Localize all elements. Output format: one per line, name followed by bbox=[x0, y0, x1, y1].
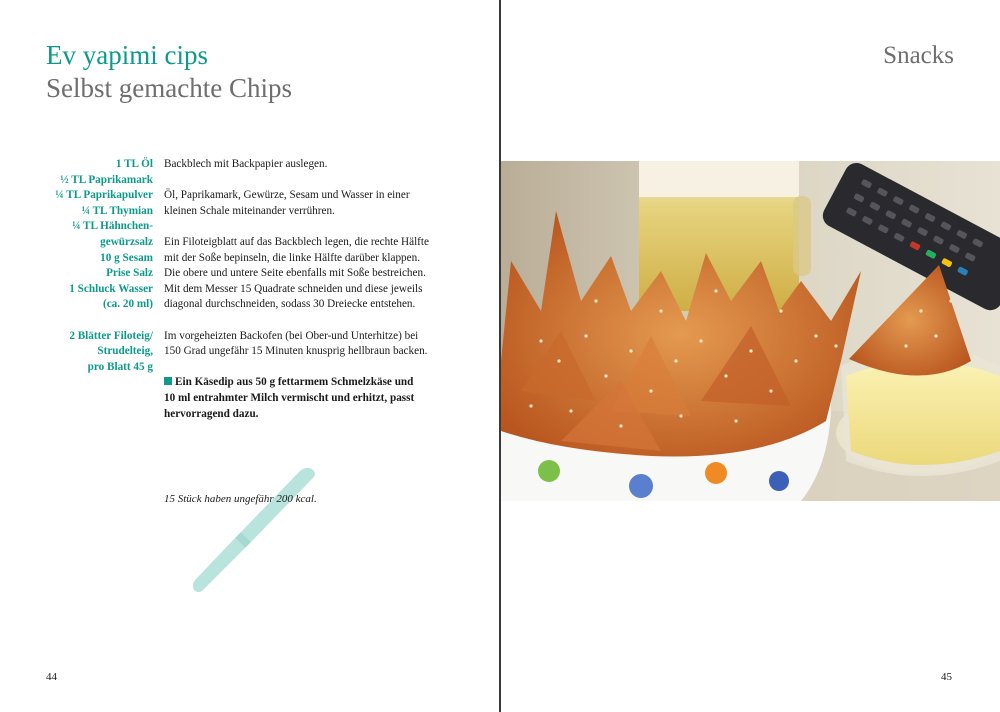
ingredient-spacer bbox=[40, 313, 153, 329]
instruction-line: Die obere und untere Seite ebenfalls mit Soße bestreichen. bbox=[164, 267, 426, 280]
ingredient-line: ½ TL Paprikamark bbox=[60, 173, 153, 186]
instruction-line: Backblech mit Backpapier auslegen. bbox=[164, 158, 328, 170]
ingredient-line: Strudelteig, bbox=[97, 345, 153, 358]
page-number-right: 45 bbox=[941, 671, 952, 683]
instruction-paragraph bbox=[164, 157, 444, 173]
ingredient-line: ¼ TL Hähnchen- bbox=[72, 220, 153, 233]
ingredient-line: pro Blatt 45 g bbox=[87, 360, 153, 373]
right-page bbox=[501, 0, 1000, 712]
page-number-left: 44 bbox=[46, 671, 57, 683]
ingredient-line: (ca. 20 ml) bbox=[102, 298, 153, 311]
instruction-line: diagonal durchschneiden, sodass 30 Dreiecke entstehen. bbox=[164, 298, 416, 311]
instruction-line: Mit dem Messer 15 Quadrate schneiden und diese jeweils bbox=[164, 282, 423, 295]
instruction-line: kleinen Schale miteinander verrühren. bbox=[164, 204, 335, 217]
instruction-line: Öl, Paprikamark, Gewürze, Sesam und Wasser in einer bbox=[164, 189, 410, 202]
calorie-note: 15 Stück haben ungefähr 200 kcal. bbox=[164, 493, 317, 505]
tip-line: 10 ml entrahmter Milch vermischt und erhitzt, passt bbox=[164, 391, 415, 404]
recipe-title-german: Selbst gemachte Chips bbox=[46, 73, 292, 103]
ingredient-line: 1 TL Öl bbox=[115, 158, 153, 170]
tip-line: hervorragend dazu. bbox=[164, 407, 259, 420]
tip-line bbox=[164, 375, 444, 391]
knife-icon bbox=[185, 462, 325, 602]
chips-photo bbox=[501, 161, 1000, 501]
ingredient-line: gewürzsalz bbox=[100, 235, 153, 248]
instruction-line: Im vorgeheizten Backofen (bei Ober-und Unterhitze) bei bbox=[164, 329, 419, 342]
instruction-list bbox=[164, 157, 444, 438]
ingredient-line: 10 g Sesam bbox=[100, 251, 153, 264]
recipe-title-turkish: Ev yapimi cips bbox=[46, 40, 208, 70]
ingredient-line: ¼ TL Thymian bbox=[81, 204, 153, 217]
square-bullet-icon bbox=[164, 377, 172, 385]
instruction-line: 150 Grad ungefähr 15 Minuten knusprig hellbraun backen. bbox=[164, 345, 428, 358]
section-title: Snacks bbox=[883, 42, 954, 69]
left-page bbox=[0, 0, 499, 712]
instruction-paragraph bbox=[164, 188, 444, 219]
ingredient-line: 1 Schluck Wasser bbox=[69, 282, 153, 295]
instruction-paragraph bbox=[164, 329, 444, 360]
instruction-paragraph bbox=[164, 235, 444, 313]
ingredient-line: 2 Blätter Filoteig/ bbox=[69, 329, 153, 342]
ingredient-list bbox=[40, 157, 153, 375]
instruction-line: Ein Filoteigblatt auf das Backblech legen, die rechte Hälfte bbox=[164, 235, 429, 248]
instruction-line: mit der Soße bepinseln, die linke Hälfte darüber klappen. bbox=[164, 251, 420, 264]
ingredient-line: Prise Salz bbox=[106, 267, 153, 280]
tip-text: Ein Käsedip aus 50 g fettarmem Schmelzkäse und bbox=[175, 376, 414, 389]
tip-paragraph bbox=[164, 375, 444, 422]
ingredient-line: ¼ TL Paprikapulver bbox=[55, 189, 153, 202]
